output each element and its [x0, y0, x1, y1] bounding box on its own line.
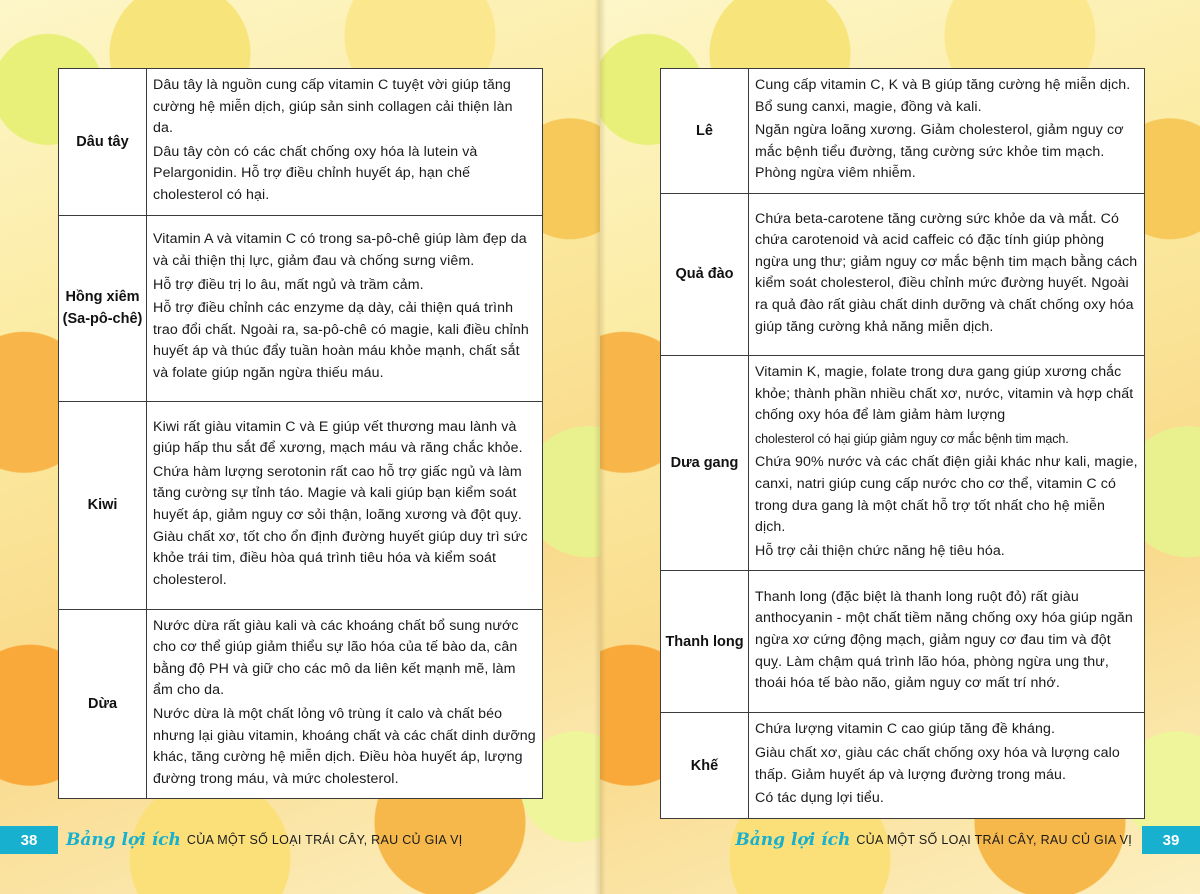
table-row: [661, 571, 1145, 713]
fruit-description: Dâu tây là nguồn cung cấp vitamin C tuyệt vời giúp tăng cường hệ miễn dịch, giúp sản sinh collagen cải thiện làn da. Dâu tây còn có các chất chống oxy hóa là lutein và Pelargonidin. Hỗ trợ điều chỉnh huyết áp, hạn chế cholesterol có hại.: [147, 69, 543, 216]
book-gutter: [594, 0, 606, 894]
table-row: [59, 609, 543, 799]
fruit-description: Vitamin K, magie, folate trong dưa gang giúp xương chắc khỏe; thành phần nhiều chất xơ, nước, vitamin và hợp chất chống oxy hóa để làm giảm hàm lượng cholesterol có hại giúp giảm nguy cơ mắc bệnh tim mạch. Chứa 90% nước và các chất điện giải khác như kali, magie, canxi, natri giúp cung cấp nước cho cơ thể, vitamin C có trong dưa gang là một chất hỗ trợ tốt nhất cho hệ miễn dịch. Hỗ trợ cải thiện chức năng hệ tiêu hóa.: [749, 355, 1145, 570]
table-row: [661, 69, 1145, 194]
table-row: [661, 193, 1145, 355]
footer-title: [727, 826, 1142, 854]
fruit-benefit-table-left: [58, 68, 543, 799]
fruit-name: Hồng xiêm (Sa-pô-chê): [59, 215, 147, 401]
fruit-name: Khế: [661, 713, 749, 818]
fruit-name: Dâu tây: [59, 69, 147, 216]
fruit-name: Kiwi: [59, 401, 147, 609]
fruit-name: Quả đào: [661, 193, 749, 355]
table-row: [661, 355, 1145, 570]
footer-title: [58, 826, 471, 854]
footer-title-italic: Bảng lợi ích: [66, 830, 181, 850]
fruit-name: Lê: [661, 69, 749, 194]
fruit-benefit-table-right: [660, 68, 1145, 819]
footer-title-italic: Bảng lợi ích: [735, 830, 851, 850]
fruit-description: Nước dừa rất giàu kali và các khoáng chất bổ sung nước cho cơ thể giúp giảm thiểu sự lão hóa của tế bào da, cân bằng độ PH và giữ cho các mô da liên kết mạnh mẽ, làm ẩm cho da. Nước dừa là một chất lỏng vô trùng ít calo và chất béo nhưng lại giàu vitamin, khoáng chất và các chất dinh dưỡng khác, tăng cường hệ miễn dịch. Điều hòa huyết áp, lượng đường trong máu, và mức cholesterol.: [147, 609, 543, 799]
page-number: 38: [0, 826, 58, 854]
page-number: 39: [1142, 826, 1200, 854]
table-row: [59, 401, 543, 609]
fruit-name: Thanh long: [661, 571, 749, 713]
footer-title-rest: CỦA MỘT SỐ LOẠI TRÁI CÂY, RAU CỦ GIA VỊ: [856, 833, 1132, 847]
fruit-description: Kiwi rất giàu vitamin C và E giúp vết thương mau lành và giúp hấp thu sắt để xương, mạch máu và răng chắc khỏe. Chứa hàm lượng serotonin rất cao hỗ trợ giấc ngủ và làm tăng cường sự tỉnh táo. Magie và kali giúp bạn kiểm soát huyết áp, giảm nguy cơ sỏi thận, loãng xương và đột quỵ. Giàu chất xơ, tốt cho ổn định đường huyết giúp duy trì sức khỏe trái tim, điều hòa quá trình tiêu hóa và kiểm soát cholesterol.: [147, 401, 543, 609]
table-row: [59, 69, 543, 216]
page-footer: [0, 826, 471, 854]
table-row: [59, 215, 543, 401]
fruit-name: Dừa: [59, 609, 147, 799]
fruit-description: Chứa beta-carotene tăng cường sức khỏe da và mắt. Có chứa carotenoid và acid caffeic có đặc tính giúp phòng ngừa ung thư; giảm nguy cơ mắc bệnh tim mạch bằng cách kiểm soát cholesterol, điều chỉnh mức đường huyết. Ngoài ra quả đào rất giàu chất dinh dưỡng và chất chống oxy hóa giúp tăng cường khả năng miễn dịch.: [749, 193, 1145, 355]
fruit-description: Thanh long (đặc biệt là thanh long ruột đỏ) rất giàu anthocyanin - một chất tiềm năng chống oxy hóa giúp ngăn ngừa xơ cứng động mạch, giảm nguy cơ đau tim và đột quỵ. Làm chậm quá trình lão hóa, phòng ngừa ung thư, thoái hóa tế bào não, giảm nguy cơ mất trí nhớ.: [749, 571, 1145, 713]
footer-title-rest: CỦA MỘT SỐ LOẠI TRÁI CÂY, RAU CỦ GIA VỊ: [186, 833, 463, 847]
page-footer: [727, 826, 1200, 854]
fruit-description: Vitamin A và vitamin C có trong sa-pô-chê giúp làm đẹp da và cải thiện thị lực, giảm đau và chống sưng viêm. Hỗ trợ điều trị lo âu, mất ngủ và trầm cảm. Hỗ trợ điều chỉnh các enzyme dạ dày, cải thiện quá trình trao đổi chất. Ngoài ra, sa-pô-chê có magie, kali điều chỉnh huyết áp và thúc đẩy tuần hoàn máu khỏe mạnh, chất sắt và folate giúp ngăn ngừa thiếu máu.: [147, 215, 543, 401]
fruit-description: Cung cấp vitamin C, K và B giúp tăng cường hệ miễn dịch. Bổ sung canxi, magie, đồng và kali. Ngăn ngừa loãng xương. Giảm cholesterol, giảm nguy cơ mắc bệnh tiểu đường, tăng cường sức khỏe tim mạch. Phòng ngừa viêm nhiễm.: [749, 69, 1145, 194]
table-row: [661, 713, 1145, 818]
fruit-description: Chứa lượng vitamin C cao giúp tăng đề kháng. Giàu chất xơ, giàu các chất chống oxy hóa và lượng calo thấp. Giảm huyết áp và lượng đường trong máu. Có tác dụng lợi tiểu.: [749, 713, 1145, 818]
fruit-name: Dưa gang: [661, 355, 749, 570]
right-page: [600, 0, 1200, 894]
